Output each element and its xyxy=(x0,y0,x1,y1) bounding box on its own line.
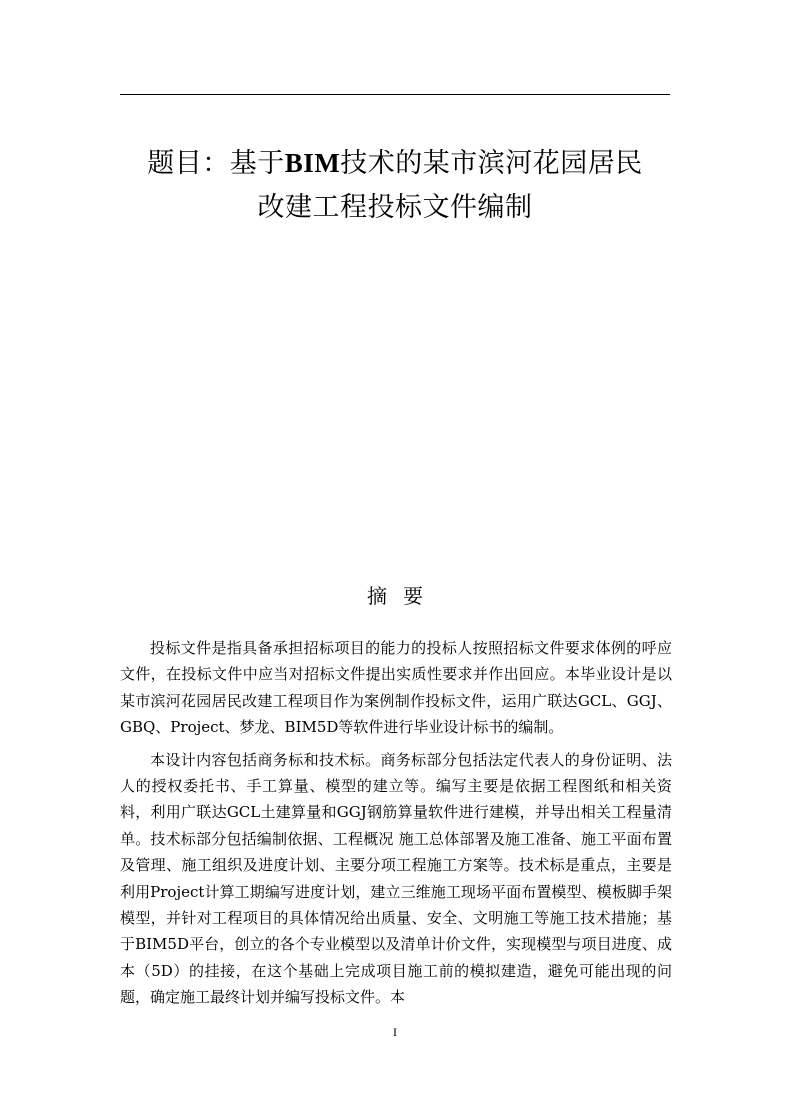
page-title xyxy=(110,141,680,230)
abstract-paragraph-1: 投标文件是指具备承担招标项目的能力的投标人按照招标文件要求体例的呼应文件，在投标文件中应当对招标文件提出实质性要求并作出回应。本毕业设计是以某市滨河花园居民改建工程项目作为案例制作投标文件，运用广联达GCL、GGJ、GBQ、Project、梦龙、BIM5D等软件进行毕业设计标书的编制。 xyxy=(120,639,672,737)
title-rest-line1: 技术的某市滨河花园居民 xyxy=(340,148,643,179)
abstract-heading: 摘要 xyxy=(367,584,439,608)
page-number: I xyxy=(393,1025,397,1039)
abstract-paragraph-2: 本设计内容包括商务标和技术标。商务标部分包括法定代表人的身份证明、法人的授权委托书、手工算量、模型的建立等。编写主要是依据工程图纸和相关资料，利用广联达GCL土建算量和GGJ钢筋算量软件进行建模，并导出相关工程量清单。技术标部分包括编制依据、工程概况 施工总体部署及施工准备、施工平面布置及管理、施工组织及进度计划、主要分项工程施工方案等。技术标是重点，主要是利用Project计算工期编写进度计划，建立三维施工现场平面布置模型、模板脚手架模型，并针对工程项目的具体情况给出质量、安全、文明施工等施工技术措施；基于BIM5D平台，创立的各个专业模型以及清单计价文件，实现模型与项目进度、成本（5D）的挂接，在这个基础上完成项目施工前的模拟建造，避免可能出现的问题，确定施工最终计划并编写投标文件。本 xyxy=(120,750,672,1007)
title-bim: BIM xyxy=(284,148,341,178)
title-prefix: 题目：基于 xyxy=(147,148,285,179)
abstract-body xyxy=(120,635,672,1011)
title-line2: 改建工程投标文件编制 xyxy=(257,192,533,223)
header-rule xyxy=(120,94,670,95)
